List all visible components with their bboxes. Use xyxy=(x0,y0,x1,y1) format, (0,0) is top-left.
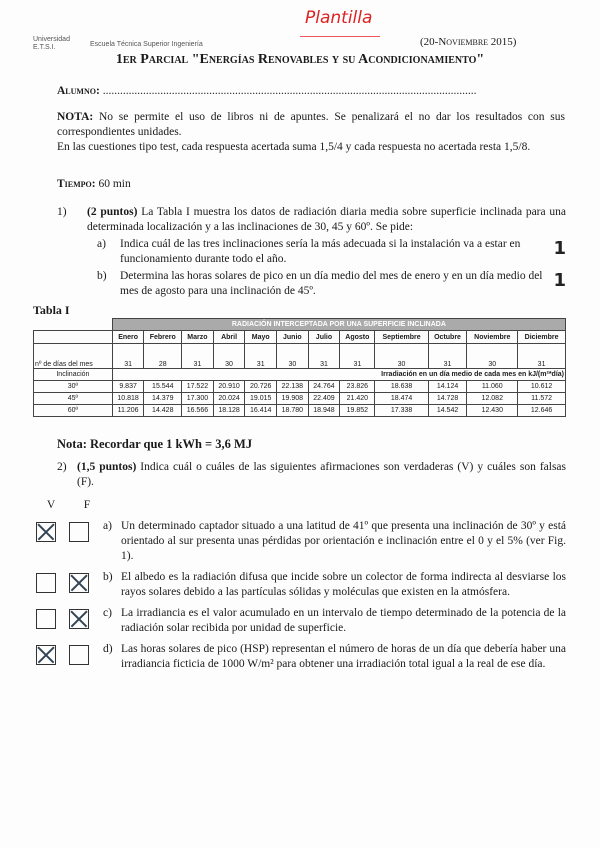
days-label: nº de días del mes xyxy=(34,344,113,369)
blank-cell xyxy=(34,331,113,344)
month-header: Noviembre xyxy=(467,331,518,344)
days-cell: 31 xyxy=(428,344,467,369)
true-checkbox[interactable] xyxy=(36,522,56,542)
value-cell: 14.428 xyxy=(144,405,182,417)
value-cell: 14.728 xyxy=(428,393,467,405)
value-cell: 19.908 xyxy=(277,393,309,405)
inclination-label: Inclinación xyxy=(34,369,113,381)
false-checkbox[interactable] xyxy=(69,522,89,542)
time-label: Tiempo: xyxy=(57,178,96,190)
value-cell: 18.948 xyxy=(308,405,340,417)
month-header: Septiembre xyxy=(375,331,428,344)
value-cell: 22.409 xyxy=(308,393,340,405)
value-cell: 14.379 xyxy=(144,393,182,405)
value-cell: 18.780 xyxy=(277,405,309,417)
item-text: El albedo es la radiación difusa que incide sobre un colector de forma indirecta al desviarse los rayos solares debido a las partículas sólidas y moléculas que existen en la atmósfera. xyxy=(121,571,566,598)
month-header: Junio xyxy=(277,331,309,344)
days-cell: 30 xyxy=(213,344,245,369)
value-cell: 10.818 xyxy=(112,393,144,405)
value-cell: 17.338 xyxy=(375,405,428,417)
nota-label: NOTA: xyxy=(57,111,94,123)
table-row xyxy=(34,393,566,405)
vf-header xyxy=(33,498,566,513)
q2-item xyxy=(33,570,566,600)
stamp-underline xyxy=(300,36,380,37)
nota-text: No se permite el uso de libros ni de apuntes. Se penalizará el no dar los resultados con sus correspondientes unidades. xyxy=(57,111,565,138)
q2-number: 2) xyxy=(57,461,67,473)
institution-line2: E.T.S.I. xyxy=(33,44,56,51)
q1b-text: Determina las horas solares de pico en un día medio del mes de enero y en un día medio del mes de agosto para una inclinación de 45º. xyxy=(120,270,543,297)
value-cell: 10.612 xyxy=(518,381,566,393)
item-text: Un determinado captador situado a una latitud de 41º que presenta una inclinación de 30º y está orientado al sur presenta unas pérdidas por orientación e inclinación entre el 0 y el 5% (ver Fig. 1). xyxy=(121,520,566,562)
days-cell: 31 xyxy=(182,344,214,369)
irradiation-subheader: Irradiación en un día medio de cada mes en kJ/(m²*día) xyxy=(112,369,565,381)
q1-number: 1) xyxy=(57,206,67,218)
exam-date: (20-Noviembre 2015) xyxy=(420,36,517,48)
q1a-score-mark: 1 xyxy=(553,238,566,259)
value-cell: 9.837 xyxy=(112,381,144,393)
item-label: c) xyxy=(103,607,112,619)
value-cell: 18.638 xyxy=(375,381,428,393)
item-label: d) xyxy=(103,643,113,655)
table-corner xyxy=(34,319,113,331)
institution-logo xyxy=(33,36,70,52)
q2-row xyxy=(57,460,566,490)
days-cell: 31 xyxy=(518,344,566,369)
table-header: RADIACIÓN INTERCEPTADA POR UNA SUPERFICIE INCLINADA xyxy=(112,319,565,331)
value-cell: 20.024 xyxy=(213,393,245,405)
table-row xyxy=(34,381,566,393)
handwritten-stamp: Plantilla xyxy=(305,8,373,28)
q2-statement: Indica cuál o cuáles de las siguientes afirmaciones son verdaderas (V) y cuáles son falsas (F). xyxy=(77,461,567,488)
false-column-label: F xyxy=(83,499,91,511)
student-field[interactable] xyxy=(57,84,476,99)
value-cell: 23.826 xyxy=(340,381,375,393)
days-cell: 31 xyxy=(245,344,277,369)
false-checkbox[interactable] xyxy=(69,573,89,593)
q1-row xyxy=(57,205,566,235)
student-label: Alumno: xyxy=(57,85,100,97)
inclination-cell: 60º xyxy=(34,405,113,417)
month-header: Marzo xyxy=(182,331,214,344)
q1a-text: Indica cuál de las tres inclinaciones sería la más adecuada si la instalación va a estar en funcionamiento durante todo el año. xyxy=(120,238,521,265)
institution-line1: Universidad xyxy=(33,36,70,43)
q2-item xyxy=(33,519,566,564)
inclination-cell: 45º xyxy=(34,393,113,405)
value-cell: 18.474 xyxy=(375,393,428,405)
month-header: Abril xyxy=(213,331,245,344)
nota-text2: En las cuestiones tipo test, cada respuesta acertada suma 1,5/4 y cada respuesta no acertada resta 1,5/8. xyxy=(57,141,531,153)
item-text: Las horas solares de pico (HSP) representan el número de horas de un día que debería haber una irradiancia ficticia de 1000 W/m² para obtener una irradiación total igual a la real de ese día. xyxy=(121,643,566,670)
note-conversion: Nota: Recordar que 1 kWh = 3,6 MJ xyxy=(57,437,253,451)
days-cell: 30 xyxy=(277,344,309,369)
true-column-label: V xyxy=(46,499,56,511)
table-row xyxy=(34,405,566,417)
inclination-cell: 30º xyxy=(34,381,113,393)
value-cell: 12.430 xyxy=(467,405,518,417)
month-header: Octubre xyxy=(428,331,467,344)
q2-points: (1,5 puntos) xyxy=(77,461,137,473)
student-dots: .................................................................................................................................. xyxy=(102,85,477,97)
value-cell: 24.764 xyxy=(308,381,340,393)
days-cell: 30 xyxy=(375,344,428,369)
days-cell: 30 xyxy=(467,344,518,369)
value-cell: 19.852 xyxy=(340,405,375,417)
q2-item xyxy=(33,642,566,672)
month-header: Mayo xyxy=(245,331,277,344)
time-block xyxy=(57,177,131,192)
table-caption: Tabla I xyxy=(33,303,70,317)
value-cell: 20.910 xyxy=(213,381,245,393)
false-checkbox[interactable] xyxy=(69,609,89,629)
value-cell: 18.128 xyxy=(213,405,245,417)
true-checkbox[interactable] xyxy=(36,573,56,593)
value-cell: 16.566 xyxy=(182,405,214,417)
school-name: Escuela Técnica Superior Ingeniería xyxy=(90,41,203,48)
false-checkbox[interactable] xyxy=(69,645,89,665)
q2-items xyxy=(33,519,566,672)
value-cell: 16.414 xyxy=(245,405,277,417)
value-cell: 22.138 xyxy=(277,381,309,393)
q1b-score-mark: 1 xyxy=(553,270,566,291)
value-cell: 11.572 xyxy=(518,393,566,405)
q2-text xyxy=(77,460,566,490)
page-title: 1er Parcial "Energías Renovables y su Acondicionamiento" xyxy=(115,52,485,67)
true-checkbox[interactable] xyxy=(36,609,56,629)
value-cell: 21.420 xyxy=(340,393,375,405)
days-cell: 31 xyxy=(340,344,375,369)
month-header: Diciembre xyxy=(518,331,566,344)
q1-statement: La Tabla I muestra los datos de radiación diaria media sobre superficie inclinada para una determinada localización y a las inclinaciones de 30, 45 y 60º. Se pide: xyxy=(87,206,566,233)
value-cell: 17.522 xyxy=(182,381,214,393)
q1a-label: a) xyxy=(97,238,106,250)
value-cell: 19.015 xyxy=(245,393,277,405)
exam-body xyxy=(33,205,566,672)
value-cell: 14.124 xyxy=(428,381,467,393)
true-checkbox[interactable] xyxy=(36,645,56,665)
q1b-label: b) xyxy=(97,270,107,282)
q1-text xyxy=(87,205,566,235)
month-header: Agosto xyxy=(340,331,375,344)
q2-item xyxy=(33,606,566,636)
value-cell: 12.082 xyxy=(467,393,518,405)
item-text: La irradiancia es el valor acumulado en un intervalo de tiempo determinado de la potencia de la radiación solar recibida por unidad de superficie. xyxy=(121,607,566,634)
value-cell: 12.646 xyxy=(518,405,566,417)
days-cell: 31 xyxy=(112,344,144,369)
time-value: 60 min xyxy=(95,178,131,190)
days-cell: 31 xyxy=(308,344,340,369)
value-cell: 20.726 xyxy=(245,381,277,393)
value-cell: 14.542 xyxy=(428,405,467,417)
value-cell: 11.206 xyxy=(112,405,144,417)
radiation-table xyxy=(33,318,566,417)
value-cell: 15.544 xyxy=(144,381,182,393)
q1b-row xyxy=(97,269,566,299)
item-label: a) xyxy=(103,520,112,532)
item-label: b) xyxy=(103,571,113,583)
value-cell: 17.300 xyxy=(182,393,214,405)
q1-points: (2 puntos) xyxy=(87,206,138,218)
month-header: Febrero xyxy=(144,331,182,344)
month-header: Enero xyxy=(112,331,144,344)
days-cell: 28 xyxy=(144,344,182,369)
month-header: Julio xyxy=(308,331,340,344)
nota-block xyxy=(57,110,565,155)
q1a-row xyxy=(97,237,566,267)
value-cell: 11.060 xyxy=(467,381,518,393)
